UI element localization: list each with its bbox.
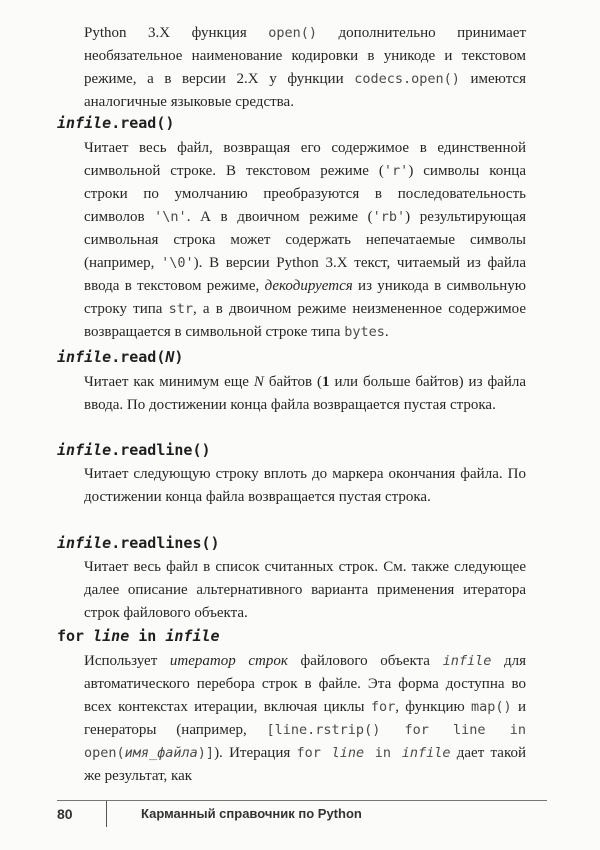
code-codecs-open: codecs.open()	[354, 71, 460, 87]
heading-infile-read: infile.read()	[57, 114, 175, 132]
paragraph-infile-read: Читает весь файл, возвращая его содержимое в единственной символьной строке. В текстовом режиме ('r') символы конца строки по умолчанию преобразуются в последовательность символов '\n'. А в двоичном режиме ('rb') результирующая символьная строка может содержать непечатаемые символы (например, '\0'). В версии Python 3.X текст, читаемый из файла ввода в текстовом режиме, декодируется из уникода в символьную строку типа str, а в двоичном режиме неизмененное содержимое возвращается в символьной строке типа bytes.	[84, 140, 527, 340]
code-open: open()	[268, 25, 318, 41]
paragraph-infile-read-n: Читает как минимум еще N байтов (1 или больше байтов) из файла ввода. По достижении конца файла возвращается пустая строка.	[84, 374, 526, 413]
page-number: 80	[57, 806, 73, 822]
heading-for-line-in-infile: for line in infile	[57, 627, 220, 645]
footer-rule	[57, 800, 547, 801]
heading-infile-readline: infile.readline()	[57, 441, 211, 459]
footer-separator	[106, 801, 107, 827]
paragraph-infile-readline: Читает следующую строку вплоть до маркера окончания файла. По достижении конца файла возвращается пустая строка.	[84, 466, 526, 505]
heading-infile-read-n: infile.read(N)	[57, 348, 184, 366]
paragraph-infile-readlines: Читает весь файл в список считанных строк. См. также следующее далее описание альтернативного варианта применения итератора строк файлового объекта.	[84, 559, 526, 621]
heading-infile-readlines: infile.readlines()	[57, 534, 220, 552]
intro-paragraph: Python 3.X функция open() дополнительно принимает необязательное наименование кодировки в уникоде и текстовом режиме, а в версии 2.X у функции codecs.open() имеются аналогичные языковые средства.	[84, 25, 526, 110]
paragraph-for-line-in-infile: Использует итератор строк файлового объекта infile для автоматического перебора строк в файле. Эта форма доступна во всех контекстах итерации, включая циклы for, функцию map() и генераторы (например, [line.rstrip() for line in open(имя_файла)]). Итерация for line in infile дает такой же результат, как	[84, 653, 527, 784]
running-title: Карманный справочник по Python	[141, 806, 362, 821]
